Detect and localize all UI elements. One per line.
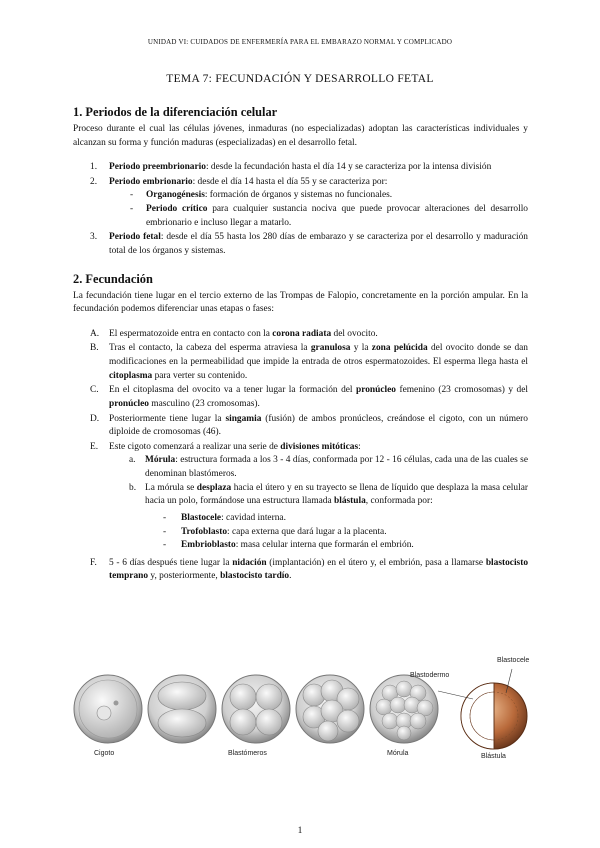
list-marker: A. — [90, 328, 100, 339]
sub-list — [109, 454, 528, 552]
list-item — [73, 161, 528, 175]
text: masculino (23 cromosomas). — [148, 398, 260, 409]
sub-sub-list-item — [145, 512, 528, 526]
label-blastodermo: Blastodermo — [410, 672, 450, 679]
list-marker: 2. — [90, 176, 98, 187]
section-intro: Proceso durante el cual las células jóvenes, inmaduras (no especializadas) adoptan las características individuales y alcanzan su forma y función maduras (especializadas) en el desarrollo fetal. — [73, 123, 528, 148]
text: : estructura formada a los 3 - 4 días, conformada por 12 - 16 células, cada una de las cuales se denominan blastómeros. — [145, 455, 528, 480]
development-stages-illustration — [70, 651, 540, 801]
term: Blastocele — [181, 512, 222, 523]
list-item — [73, 557, 528, 584]
list-marker: b. — [129, 482, 137, 493]
sub-sub-list-item — [145, 526, 528, 540]
text: Este cigoto comenzará a realizar una serie de — [109, 441, 281, 452]
term-text: : desde el día 55 hasta los 280 días de embarazo y se caracteriza por el desarrollo y maduración total de los órganos y sistemas. — [109, 232, 528, 256]
sub-sub-list-item — [145, 539, 528, 553]
list-marker: - — [130, 204, 134, 215]
text: : — [358, 441, 361, 452]
list-marker: - — [130, 190, 134, 201]
list-marker: - — [163, 512, 167, 523]
sub-list-item — [109, 203, 528, 230]
text: : capa externa que dará lugar a la placenta. — [227, 526, 387, 537]
list-item — [73, 441, 528, 553]
text: : masa celular interna que formarán el embrión. — [235, 540, 414, 551]
sub-list-item — [109, 482, 528, 553]
term: Organogénesis — [146, 190, 205, 201]
list-marker: B. — [90, 343, 99, 354]
label-blastula: Blástula — [481, 753, 506, 760]
text: 5 - 6 días después tiene lugar la — [109, 557, 233, 568]
label-blastocele: Blastocele — [497, 657, 530, 664]
text: para verter su contenido. — [152, 370, 248, 381]
sub-list-item — [109, 189, 528, 203]
text: : cavidad interna. — [221, 512, 286, 523]
phases-list — [73, 328, 528, 584]
section-heading: 2. Fecundación — [73, 271, 153, 286]
term: nidación — [232, 557, 267, 568]
list-item — [73, 342, 528, 383]
two-cell-stage — [148, 675, 216, 743]
term: divisiones mitóticas — [280, 441, 359, 452]
text: . — [289, 571, 292, 582]
running-header: UNIDAD VI: CUIDADOS DE ENFERMERÍA PARA EL EMBARAZO NORMAL Y COMPLICADO — [147, 38, 453, 46]
term: singamia — [225, 413, 262, 424]
eight-cell-stage — [296, 675, 364, 743]
zygote-stage — [74, 675, 142, 743]
term-text: : desde el día 14 hasta el día 55 y se caracteriza por: — [192, 176, 388, 187]
text: En el citoplasma del ovocito va a tener lugar la formación del — [109, 385, 357, 396]
sub-sub-list — [145, 512, 528, 553]
morula-stage — [370, 675, 438, 743]
section-intro: La fecundación tiene lugar en el tercio externo de las Trompas de Falopio, concretamente en la porción ampular. En la fecundación podemos diferenciar unas etapas o fases: — [73, 290, 528, 315]
term: granulosa — [310, 343, 351, 354]
term: blástula — [334, 496, 366, 507]
four-cell-stage — [222, 675, 290, 743]
list-marker: D. — [90, 413, 100, 424]
page-title: TEMA 7: FECUNDACIÓN Y DESARROLLO FETAL — [166, 73, 434, 85]
text: , conformada por: — [365, 496, 433, 507]
term: corona radiata — [272, 328, 332, 339]
text: y, posteriormente, — [148, 571, 221, 582]
embryo-development-figure — [70, 651, 540, 801]
section-fecundacion — [73, 271, 528, 584]
label-cigoto: Cigoto — [94, 750, 115, 757]
term: Periodo embrionario — [109, 176, 193, 187]
list-marker: E. — [90, 441, 99, 452]
blastodermo-leader-line — [438, 691, 473, 699]
label-morula: Mórula — [387, 750, 409, 757]
blastula-stage — [461, 683, 527, 749]
list-marker: 1. — [90, 162, 98, 173]
term: desplaza — [196, 482, 232, 493]
term: pronúcleo — [109, 398, 149, 409]
list-item — [73, 413, 528, 440]
term: citoplasma — [109, 370, 153, 381]
term: blastocisto temprano — [109, 557, 528, 582]
list-marker: a. — [129, 455, 136, 466]
term: Embrioblasto — [181, 540, 236, 551]
page-number: 1 — [297, 826, 303, 836]
label-blastomeros: Blastómeros — [228, 750, 267, 757]
text: El espermatozoide entra en contacto con la — [109, 328, 273, 339]
section-heading: 1. Periodos de la diferenciación celular — [73, 105, 278, 119]
list-marker: F. — [90, 557, 97, 568]
text: Tras el contacto, la cabeza del esperma atraviesa la — [109, 343, 311, 354]
term: Mórula — [145, 455, 176, 466]
periods-list — [73, 161, 528, 258]
term: zona pelúcida — [371, 343, 428, 354]
text: del ovocito donde se dan modificaciones en la permeabilidad que impide la entrada de otros espermatozoides. El esperma llega hasta el — [109, 343, 528, 368]
sub-list-item — [109, 454, 528, 481]
text: (fusión) de ambos pronúcleos, creándose el cigoto, con un número diploide de cromosomas (46). — [109, 413, 528, 438]
text: femenino (23 cromosomas) y del — [395, 385, 528, 396]
text: hacia el útero y en su trayecto se llena de líquido que desplaza la masa celular hacia un polo, formándose una estructura llamada — [145, 482, 528, 507]
term: Periodo preembrionario — [109, 162, 206, 173]
main-content — [73, 104, 528, 585]
list-item — [73, 328, 528, 342]
term: blastocisto tardío — [220, 571, 290, 582]
text: y la — [350, 343, 372, 354]
text: Posteriormente tiene lugar la — [109, 413, 226, 424]
list-marker: C. — [90, 385, 99, 396]
list-item — [73, 384, 528, 411]
list-item — [73, 231, 528, 258]
term-text: : formación de órganos y sistemas no funcionales. — [204, 190, 393, 201]
list-marker: - — [163, 540, 167, 551]
term-text: para cualquier sustancia nociva que puede provocar alteraciones del desarrollo embrionario e incluso llegar a matarlo. — [146, 204, 528, 228]
list-marker: 3. — [90, 232, 98, 243]
text: La mórula se — [145, 482, 197, 493]
term: Trofoblasto — [181, 526, 228, 537]
term-text: : desde la fecundación hasta el día 14 y se caracteriza por la intensa división — [205, 162, 492, 173]
term: Periodo crítico — [146, 204, 208, 215]
term: pronúcleo — [356, 385, 396, 396]
term: Periodo fetal — [109, 232, 161, 243]
list-item — [73, 176, 528, 231]
text: del ovocito. — [331, 328, 378, 339]
text: (implantación) en el útero y, el embrión, pasa a llamarse — [266, 557, 486, 568]
sub-list — [109, 189, 528, 230]
list-marker: - — [163, 526, 167, 537]
